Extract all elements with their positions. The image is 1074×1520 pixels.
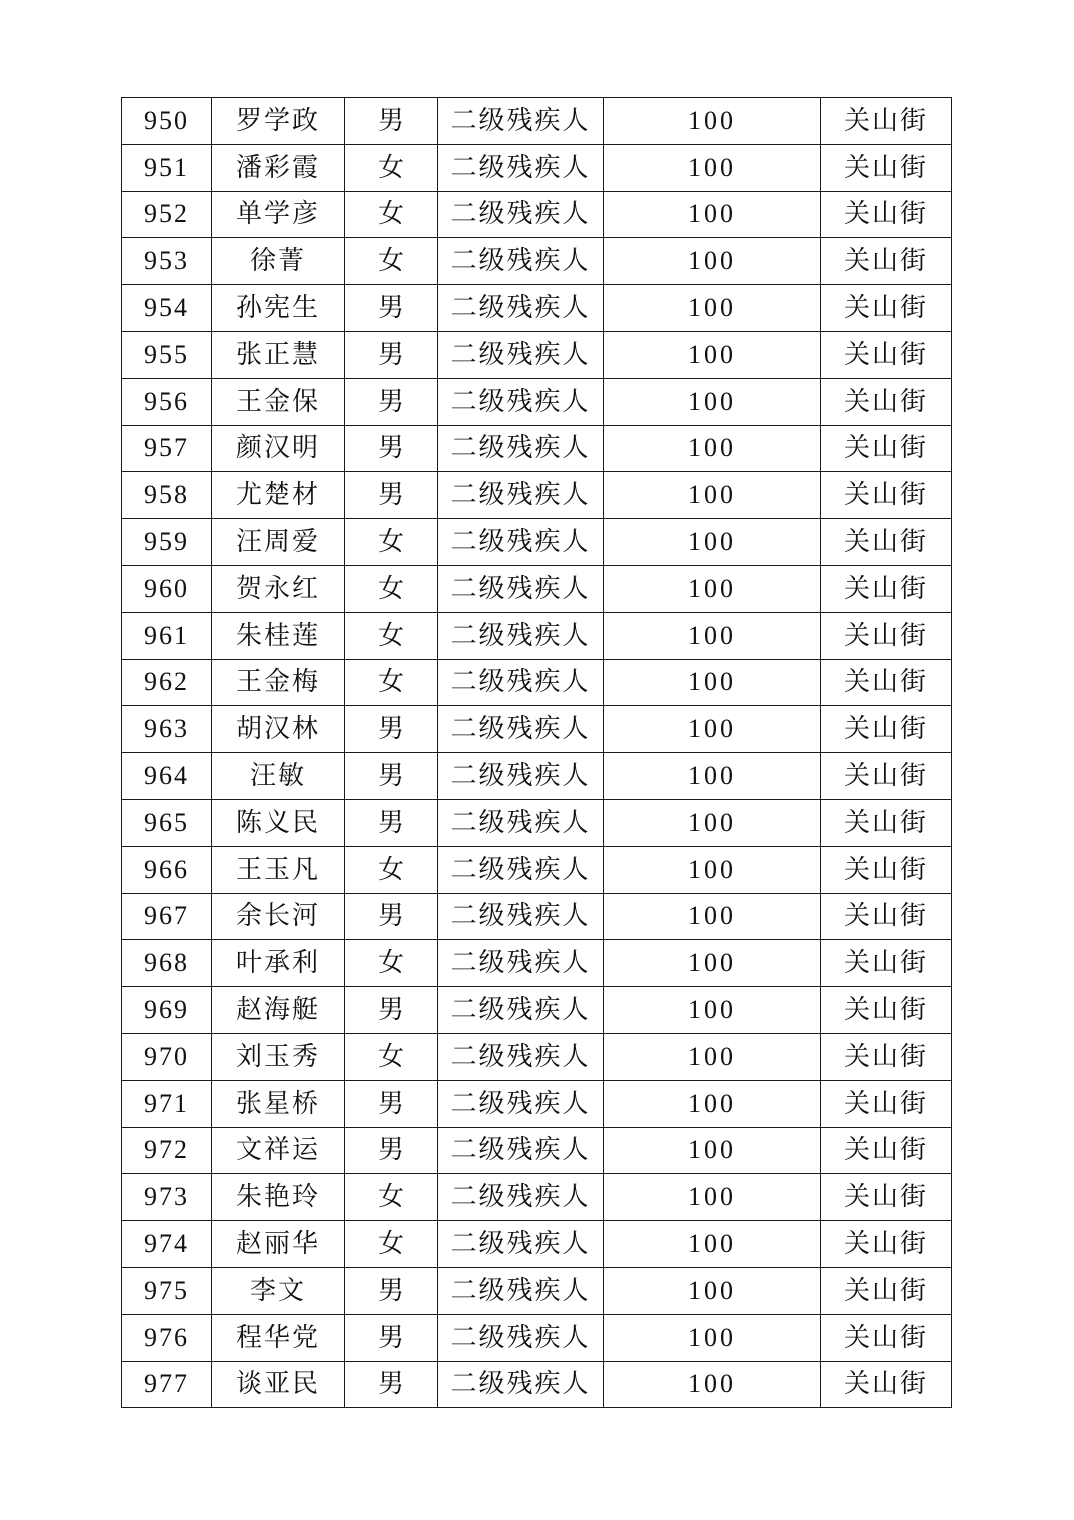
disability-level-cell: 二级残疾人	[438, 987, 604, 1034]
row-number-cell: 976	[122, 1314, 212, 1361]
street-cell: 关山街	[821, 472, 952, 519]
table-row	[122, 799, 952, 846]
disability-level-cell: 二级残疾人	[438, 191, 604, 238]
row-number-cell: 957	[122, 425, 212, 472]
row-number-cell: 961	[122, 612, 212, 659]
amount-cell: 100	[604, 940, 821, 987]
gender-cell: 女	[345, 191, 438, 238]
amount-cell: 100	[604, 565, 821, 612]
row-number-cell: 972	[122, 1127, 212, 1174]
street-cell: 关山街	[821, 519, 952, 566]
disability-level-cell: 二级残疾人	[438, 519, 604, 566]
table-row	[122, 144, 952, 191]
row-number-cell: 967	[122, 893, 212, 940]
street-cell: 关山街	[821, 191, 952, 238]
table-row	[122, 565, 952, 612]
row-number-cell: 973	[122, 1174, 212, 1221]
disability-level-cell: 二级残疾人	[438, 238, 604, 285]
table-row	[122, 472, 952, 519]
street-cell: 关山街	[821, 1080, 952, 1127]
gender-cell: 男	[345, 753, 438, 800]
disability-level-cell: 二级残疾人	[438, 331, 604, 378]
disability-level-cell: 二级残疾人	[438, 1127, 604, 1174]
gender-cell: 男	[345, 893, 438, 940]
name-cell: 朱桂莲	[212, 612, 345, 659]
name-cell: 徐菁	[212, 238, 345, 285]
row-number-cell: 953	[122, 238, 212, 285]
row-number-cell: 975	[122, 1267, 212, 1314]
name-cell: 刘玉秀	[212, 1033, 345, 1080]
row-number-cell: 970	[122, 1033, 212, 1080]
disability-level-cell: 二级残疾人	[438, 1174, 604, 1221]
street-cell: 关山街	[821, 612, 952, 659]
table-row	[122, 987, 952, 1034]
name-cell: 文祥运	[212, 1127, 345, 1174]
name-cell: 李文	[212, 1267, 345, 1314]
row-number-cell: 968	[122, 940, 212, 987]
amount-cell: 100	[604, 472, 821, 519]
table-row	[122, 659, 952, 706]
street-cell: 关山街	[821, 425, 952, 472]
disability-level-cell: 二级残疾人	[438, 425, 604, 472]
amount-cell: 100	[604, 1080, 821, 1127]
table-row	[122, 940, 952, 987]
street-cell: 关山街	[821, 1174, 952, 1221]
street-cell: 关山街	[821, 1314, 952, 1361]
row-number-cell: 964	[122, 753, 212, 800]
gender-cell: 女	[345, 1221, 438, 1268]
row-number-cell: 960	[122, 565, 212, 612]
street-cell: 关山街	[821, 1361, 952, 1408]
disability-level-cell: 二级残疾人	[438, 846, 604, 893]
street-cell: 关山街	[821, 144, 952, 191]
row-number-cell: 966	[122, 846, 212, 893]
disability-level-cell: 二级残疾人	[438, 144, 604, 191]
gender-cell: 男	[345, 1080, 438, 1127]
gender-cell: 男	[345, 472, 438, 519]
name-cell: 朱艳玲	[212, 1174, 345, 1221]
amount-cell: 100	[604, 846, 821, 893]
table-row	[122, 98, 952, 145]
amount-cell: 100	[604, 1033, 821, 1080]
street-cell: 关山街	[821, 799, 952, 846]
street-cell: 关山街	[821, 1267, 952, 1314]
disability-level-cell: 二级残疾人	[438, 659, 604, 706]
table-row	[122, 1080, 952, 1127]
row-number-cell: 954	[122, 285, 212, 332]
row-number-cell: 956	[122, 378, 212, 425]
gender-cell: 女	[345, 565, 438, 612]
disability-level-cell: 二级残疾人	[438, 753, 604, 800]
gender-cell: 男	[345, 331, 438, 378]
amount-cell: 100	[604, 238, 821, 285]
table-row	[122, 1127, 952, 1174]
row-number-cell: 958	[122, 472, 212, 519]
subsidy-roster-table	[121, 97, 952, 1408]
amount-cell: 100	[604, 331, 821, 378]
street-cell: 关山街	[821, 753, 952, 800]
amount-cell: 100	[604, 987, 821, 1034]
amount-cell: 100	[604, 191, 821, 238]
row-number-cell: 955	[122, 331, 212, 378]
row-number-cell: 959	[122, 519, 212, 566]
street-cell: 关山街	[821, 1033, 952, 1080]
name-cell: 张正慧	[212, 331, 345, 378]
street-cell: 关山街	[821, 846, 952, 893]
disability-level-cell: 二级残疾人	[438, 940, 604, 987]
name-cell: 胡汉林	[212, 706, 345, 753]
disability-level-cell: 二级残疾人	[438, 1033, 604, 1080]
row-number-cell: 950	[122, 98, 212, 145]
gender-cell: 男	[345, 987, 438, 1034]
gender-cell: 男	[345, 1127, 438, 1174]
disability-level-cell: 二级残疾人	[438, 799, 604, 846]
street-cell: 关山街	[821, 940, 952, 987]
name-cell: 谈亚民	[212, 1361, 345, 1408]
table-row	[122, 378, 952, 425]
street-cell: 关山街	[821, 98, 952, 145]
name-cell: 王金梅	[212, 659, 345, 706]
table-row	[122, 519, 952, 566]
name-cell: 孙宪生	[212, 285, 345, 332]
table-row	[122, 238, 952, 285]
street-cell: 关山街	[821, 238, 952, 285]
gender-cell: 男	[345, 285, 438, 332]
table-row	[122, 191, 952, 238]
disability-level-cell: 二级残疾人	[438, 612, 604, 659]
amount-cell: 100	[604, 1267, 821, 1314]
table-row	[122, 425, 952, 472]
gender-cell: 女	[345, 1174, 438, 1221]
disability-level-cell: 二级残疾人	[438, 1080, 604, 1127]
street-cell: 关山街	[821, 893, 952, 940]
name-cell: 叶承利	[212, 940, 345, 987]
gender-cell: 男	[345, 378, 438, 425]
name-cell: 单学彦	[212, 191, 345, 238]
row-number-cell: 977	[122, 1361, 212, 1408]
disability-level-cell: 二级残疾人	[438, 378, 604, 425]
gender-cell: 男	[345, 1314, 438, 1361]
disability-level-cell: 二级残疾人	[438, 1361, 604, 1408]
disability-level-cell: 二级残疾人	[438, 565, 604, 612]
disability-level-cell: 二级残疾人	[438, 1314, 604, 1361]
row-number-cell: 962	[122, 659, 212, 706]
gender-cell: 女	[345, 238, 438, 285]
amount-cell: 100	[604, 1314, 821, 1361]
disability-level-cell: 二级残疾人	[438, 1221, 604, 1268]
name-cell: 赵海艇	[212, 987, 345, 1034]
name-cell: 王金保	[212, 378, 345, 425]
amount-cell: 100	[604, 799, 821, 846]
row-number-cell: 974	[122, 1221, 212, 1268]
name-cell: 程华党	[212, 1314, 345, 1361]
gender-cell: 男	[345, 799, 438, 846]
row-number-cell: 969	[122, 987, 212, 1034]
table-row	[122, 846, 952, 893]
gender-cell: 男	[345, 1267, 438, 1314]
gender-cell: 女	[345, 659, 438, 706]
name-cell: 汪周爱	[212, 519, 345, 566]
table-row	[122, 612, 952, 659]
amount-cell: 100	[604, 98, 821, 145]
disability-level-cell: 二级残疾人	[438, 1267, 604, 1314]
disability-level-cell: 二级残疾人	[438, 706, 604, 753]
name-cell: 汪敏	[212, 753, 345, 800]
row-number-cell: 971	[122, 1080, 212, 1127]
amount-cell: 100	[604, 1361, 821, 1408]
gender-cell: 男	[345, 425, 438, 472]
street-cell: 关山街	[821, 659, 952, 706]
row-number-cell: 952	[122, 191, 212, 238]
amount-cell: 100	[604, 1174, 821, 1221]
amount-cell: 100	[604, 1221, 821, 1268]
amount-cell: 100	[604, 612, 821, 659]
amount-cell: 100	[604, 519, 821, 566]
street-cell: 关山街	[821, 987, 952, 1034]
row-number-cell: 965	[122, 799, 212, 846]
amount-cell: 100	[604, 378, 821, 425]
disability-level-cell: 二级残疾人	[438, 98, 604, 145]
amount-cell: 100	[604, 659, 821, 706]
disability-level-cell: 二级残疾人	[438, 285, 604, 332]
amount-cell: 100	[604, 706, 821, 753]
name-cell: 王玉凡	[212, 846, 345, 893]
name-cell: 张星桥	[212, 1080, 345, 1127]
table-row	[122, 285, 952, 332]
name-cell: 颜汉明	[212, 425, 345, 472]
table-row	[122, 893, 952, 940]
street-cell: 关山街	[821, 706, 952, 753]
gender-cell: 男	[345, 706, 438, 753]
name-cell: 罗学政	[212, 98, 345, 145]
row-number-cell: 951	[122, 144, 212, 191]
street-cell: 关山街	[821, 285, 952, 332]
street-cell: 关山街	[821, 331, 952, 378]
street-cell: 关山街	[821, 565, 952, 612]
amount-cell: 100	[604, 753, 821, 800]
street-cell: 关山街	[821, 1127, 952, 1174]
name-cell: 尤楚材	[212, 472, 345, 519]
gender-cell: 女	[345, 940, 438, 987]
amount-cell: 100	[604, 1127, 821, 1174]
name-cell: 赵丽华	[212, 1221, 345, 1268]
table-row	[122, 706, 952, 753]
table-row	[122, 1361, 952, 1408]
amount-cell: 100	[604, 285, 821, 332]
table-row	[122, 331, 952, 378]
amount-cell: 100	[604, 144, 821, 191]
amount-cell: 100	[604, 425, 821, 472]
table-row	[122, 1314, 952, 1361]
name-cell: 陈义民	[212, 799, 345, 846]
name-cell: 贺永红	[212, 565, 345, 612]
gender-cell: 男	[345, 1361, 438, 1408]
table-row	[122, 1267, 952, 1314]
table-row	[122, 1033, 952, 1080]
amount-cell: 100	[604, 893, 821, 940]
gender-cell: 女	[345, 1033, 438, 1080]
table-row	[122, 753, 952, 800]
street-cell: 关山街	[821, 378, 952, 425]
street-cell: 关山街	[821, 1221, 952, 1268]
roster-body	[122, 98, 952, 1408]
gender-cell: 男	[345, 98, 438, 145]
row-number-cell: 963	[122, 706, 212, 753]
gender-cell: 女	[345, 612, 438, 659]
name-cell: 余长河	[212, 893, 345, 940]
table-row	[122, 1221, 952, 1268]
disability-level-cell: 二级残疾人	[438, 893, 604, 940]
gender-cell: 女	[345, 144, 438, 191]
disability-level-cell: 二级残疾人	[438, 472, 604, 519]
table-row	[122, 1174, 952, 1221]
name-cell: 潘彩霞	[212, 144, 345, 191]
gender-cell: 女	[345, 519, 438, 566]
gender-cell: 女	[345, 846, 438, 893]
